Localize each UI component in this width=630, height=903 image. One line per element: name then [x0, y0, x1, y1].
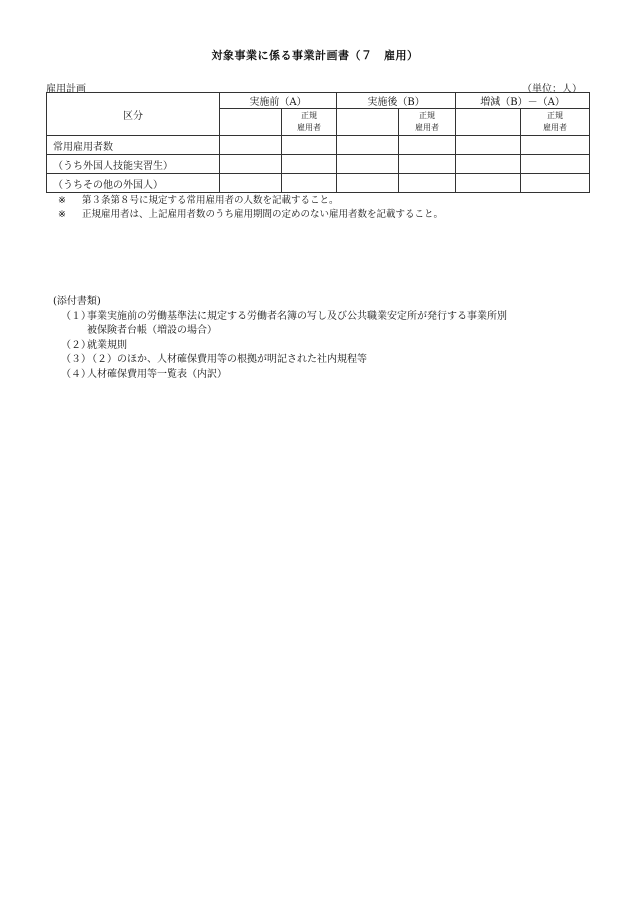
unit-label: （単位：人）	[522, 84, 582, 95]
attachment-continuation: 被保険者台帳（増設の場合）	[87, 325, 217, 336]
attachment-item	[53, 339, 507, 354]
category-header: 区分	[47, 93, 220, 136]
input-cell[interactable]	[282, 136, 337, 155]
table-row	[47, 136, 590, 155]
table-row	[47, 155, 590, 174]
note-mark: ※	[58, 209, 66, 220]
input-cell[interactable]	[521, 136, 590, 155]
after-header: 実施後（B）	[337, 93, 456, 109]
regular-line2: 雇用者	[543, 123, 568, 132]
attachment-text: （２）のほか、人材確保費用等の根拠が明記された社内規程等	[87, 354, 367, 365]
regular-line2: 雇用者	[415, 123, 440, 132]
note-item	[58, 208, 443, 222]
regular-line1: 正規	[301, 111, 317, 120]
note-text: 第３条第８号に規定する常用雇用者の人数を記載すること。	[82, 195, 339, 206]
note-item	[58, 194, 443, 208]
input-cell[interactable]	[220, 136, 282, 155]
row-label-other-foreigners: （うちその他の外国人）	[47, 174, 220, 193]
after-regular-subheader	[399, 109, 456, 136]
attachment-item	[53, 368, 507, 383]
attachment-text: 就業規則	[87, 339, 127, 351]
attachment-text: 事業実施前の労働基準法に規定する労働者名簿の写し及び公共職業安定所が発行する事業所別	[87, 310, 507, 322]
note-text: 正規雇用者は、上記雇用者数のうち雇用期間の定めのない雇用者数を記載すること。	[82, 209, 444, 220]
change-header: 増減（B）－（A）	[456, 93, 590, 109]
input-cell[interactable]	[282, 174, 337, 193]
before-regular-subheader	[282, 109, 337, 136]
row-label-technical-interns: （うち外国人技能実習生）	[47, 155, 220, 174]
attachments	[53, 295, 507, 382]
note-mark: ※	[58, 195, 66, 206]
input-cell[interactable]	[521, 174, 590, 193]
before-total-subheader	[220, 109, 282, 136]
after-total-subheader	[337, 109, 399, 136]
change-regular-subheader	[521, 109, 590, 136]
input-cell[interactable]	[456, 136, 521, 155]
attachment-number: （３）	[61, 354, 91, 365]
input-cell[interactable]	[399, 136, 456, 155]
regular-line2: 雇用者	[297, 123, 321, 132]
input-cell[interactable]	[521, 155, 590, 174]
regular-line1: 正規	[547, 111, 564, 120]
attachment-number: （２）	[61, 339, 91, 351]
section-label: 雇用計画	[46, 84, 86, 95]
attachments-heading: (添付書類)	[53, 296, 101, 307]
input-cell[interactable]	[399, 174, 456, 193]
attachment-number: （１）	[61, 310, 91, 322]
input-cell[interactable]	[282, 155, 337, 174]
input-cell[interactable]	[456, 155, 521, 174]
input-cell[interactable]	[456, 174, 521, 193]
input-cell[interactable]	[337, 174, 399, 193]
change-total-subheader	[456, 109, 521, 136]
before-header: 実施前（A）	[220, 93, 337, 109]
attachment-number: （４）	[61, 368, 91, 380]
input-cell[interactable]	[337, 155, 399, 174]
table-row	[47, 174, 590, 193]
row-label-regular-employees: 常用雇用者数	[47, 136, 220, 155]
employment-plan-table	[46, 92, 590, 193]
input-cell[interactable]	[220, 155, 282, 174]
input-cell[interactable]	[220, 174, 282, 193]
regular-line1: 正規	[419, 111, 436, 120]
input-cell[interactable]	[337, 136, 399, 155]
attachment-item	[53, 353, 507, 368]
attachment-item	[53, 310, 507, 325]
input-cell[interactable]	[399, 155, 456, 174]
notes	[58, 194, 443, 222]
attachment-text: 人材確保費用等一覧表（内訳）	[87, 368, 227, 380]
document-title: 対象事業に係る事業計画書（７ 雇用）	[211, 49, 419, 62]
